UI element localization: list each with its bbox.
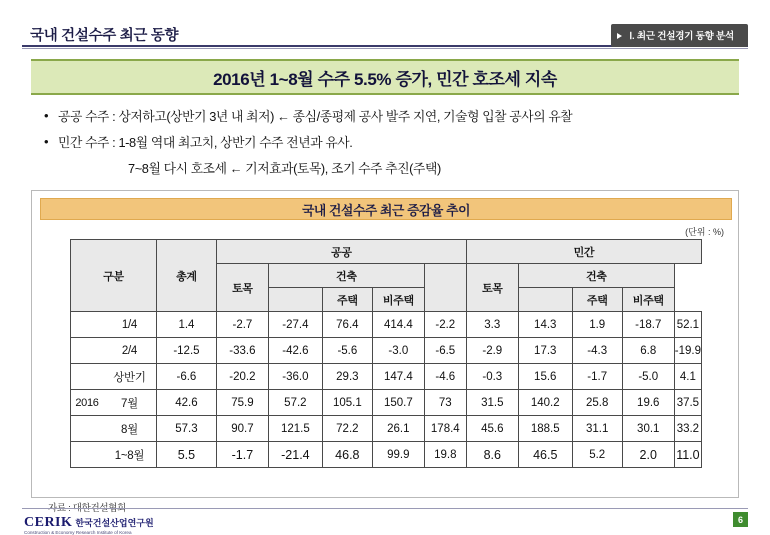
table-card-title-label: 국내 건설수주 최근 증감율 추이 xyxy=(301,202,471,218)
th-public-housing: 주택 xyxy=(322,288,372,312)
cell: 1.9 xyxy=(572,312,622,338)
cell: -27.4 xyxy=(268,312,322,338)
cell: 57.2 xyxy=(268,390,322,416)
cell: 72.2 xyxy=(322,416,372,442)
cell: 33.2 xyxy=(674,416,701,442)
th-public: 공공 xyxy=(216,240,466,264)
cell: -4.3 xyxy=(572,338,622,364)
table-row xyxy=(71,364,702,390)
cell: 17.3 xyxy=(518,338,572,364)
unit-label: (단위 : %) xyxy=(685,227,724,237)
cell: 30.1 xyxy=(622,416,674,442)
cell: -6.5 xyxy=(424,338,466,364)
cell: -2.7 xyxy=(216,312,268,338)
cell: 5.5 xyxy=(156,442,216,468)
cell: 75.9 xyxy=(216,390,268,416)
year-cell-blank xyxy=(71,312,103,337)
cell: 26.1 xyxy=(372,416,424,442)
cell: 90.7 xyxy=(216,416,268,442)
cell: 25.8 xyxy=(572,390,622,416)
cell: -0.3 xyxy=(466,364,518,390)
cell: -33.6 xyxy=(216,338,268,364)
bullet-list xyxy=(44,107,744,178)
cell: 147.4 xyxy=(372,364,424,390)
cell: -21.4 xyxy=(268,442,322,468)
cell: 5.2 xyxy=(572,442,622,468)
th-group-label: 구분 xyxy=(71,240,157,312)
cell: -1.7 xyxy=(216,442,268,468)
row-label-text: 2/4 xyxy=(121,344,138,357)
th-public-building-total xyxy=(268,288,322,312)
cell: 52.1 xyxy=(674,312,701,338)
row-label xyxy=(71,312,157,338)
table-card xyxy=(31,190,739,498)
year-cell-blank xyxy=(71,416,103,441)
cell: 4.1 xyxy=(674,364,701,390)
table-row xyxy=(71,390,702,416)
table-row xyxy=(71,312,702,338)
bullet-icon: • xyxy=(44,108,49,123)
table-card-title xyxy=(40,198,732,220)
cell: 105.1 xyxy=(322,390,372,416)
year-cell-blank xyxy=(71,442,103,467)
cell: 99.9 xyxy=(372,442,424,468)
cell: -1.7 xyxy=(572,364,622,390)
cell: 76.4 xyxy=(322,312,372,338)
construction-orders-table xyxy=(70,239,702,468)
row-label xyxy=(71,442,157,468)
cell: -2.9 xyxy=(466,338,518,364)
cell: 150.7 xyxy=(372,390,424,416)
cell: 45.6 xyxy=(466,416,518,442)
cell: 57.3 xyxy=(156,416,216,442)
page-title: 국내 건설수주 최근 동향 xyxy=(30,28,179,44)
cell: 8.6 xyxy=(466,442,518,468)
bullet-text: 민간 수주 : 1-8월 역대 최고치, 상반기 수주 전년과 유사. xyxy=(58,135,353,150)
cell: -19.9 xyxy=(674,338,701,364)
cell: -18.7 xyxy=(622,312,674,338)
cell: 19.6 xyxy=(622,390,674,416)
triangle-icon xyxy=(617,33,622,39)
row-label xyxy=(71,416,157,442)
table-header-row-1 xyxy=(71,240,702,264)
section-tag-label: Ⅰ. 최근 건설경기 동향 분석 xyxy=(629,31,734,42)
source-note xyxy=(48,500,126,514)
cell: 19.8 xyxy=(424,442,466,468)
table-body xyxy=(71,312,702,468)
table-header xyxy=(71,240,702,312)
title-banner xyxy=(31,59,739,95)
cell: -20.2 xyxy=(216,364,268,390)
th-private-civil: 토목 xyxy=(466,264,518,312)
bullet-icon: • xyxy=(44,134,49,149)
row-label-text: 8월 xyxy=(121,423,138,436)
footer-divider xyxy=(22,508,748,509)
row-label xyxy=(71,338,157,364)
logo-acronym: CERIK xyxy=(24,515,73,530)
cell: 31.5 xyxy=(466,390,518,416)
cell: 11.0 xyxy=(674,442,701,468)
row-label-text: 상반기 xyxy=(113,371,146,384)
page-number-badge: 6 xyxy=(733,512,748,527)
cell: 29.3 xyxy=(322,364,372,390)
cell: 414.4 xyxy=(372,312,424,338)
th-total: 총계 xyxy=(156,240,216,312)
row-label xyxy=(71,390,157,416)
table-row xyxy=(71,416,702,442)
list-item xyxy=(44,107,744,126)
th-private-building: 건축 xyxy=(518,264,674,288)
title-banner-label: 2016년 1~8월 수주 5.5% 증가, 민간 호조세 지속 xyxy=(213,69,557,89)
cell: 121.5 xyxy=(268,416,322,442)
logo-korean-name: 한국건설산업연구원 xyxy=(75,518,154,528)
cell: -4.6 xyxy=(424,364,466,390)
bullet-text: 공공 수주 : 상저하고(상반기 3년 내 최저) ← 종심/종평제 공사 발주 지연, 기술형 입찰 공사의 유찰 xyxy=(58,109,573,124)
cell: 3.3 xyxy=(466,312,518,338)
year-cell-blank xyxy=(71,338,103,363)
row-label-text: 1~8월 xyxy=(114,449,145,462)
cell: 46.5 xyxy=(518,442,572,468)
cell: -42.6 xyxy=(268,338,322,364)
year-cell-blank xyxy=(71,364,103,389)
cell: 42.6 xyxy=(156,390,216,416)
cell: -12.5 xyxy=(156,338,216,364)
header-divider-thin xyxy=(22,48,748,49)
th-private: 민간 xyxy=(466,240,701,264)
bullet-subtext: 7~8월 다시 호조세 ← 기저효과(토목), 조기 수주 추진(주택) xyxy=(128,161,441,176)
cell: 6.8 xyxy=(622,338,674,364)
th-public-nonhousing: 비주택 xyxy=(372,288,424,312)
table-row xyxy=(71,338,702,364)
list-item xyxy=(44,133,744,152)
row-label-text: 7월 xyxy=(121,397,138,410)
cell: 37.5 xyxy=(674,390,701,416)
cell: -2.2 xyxy=(424,312,466,338)
cell: 1.4 xyxy=(156,312,216,338)
logo-english-name: Construction & Economy Research Institute of Korea xyxy=(24,530,132,535)
cell: -5.0 xyxy=(622,364,674,390)
section-tag xyxy=(611,24,748,47)
cell: -3.0 xyxy=(372,338,424,364)
th-private-nonhousing: 비주택 xyxy=(622,288,674,312)
institute-logo xyxy=(24,513,154,535)
cell: 2.0 xyxy=(622,442,674,468)
cell: 31.1 xyxy=(572,416,622,442)
cell: -6.6 xyxy=(156,364,216,390)
th-public-subtotal xyxy=(424,264,466,312)
row-label-text: 1/4 xyxy=(121,318,138,331)
cell: 14.3 xyxy=(518,312,572,338)
th-public-building: 건축 xyxy=(268,264,424,288)
th-public-civil: 토목 xyxy=(216,264,268,312)
slide-header xyxy=(0,0,770,52)
th-private-building-total xyxy=(518,288,572,312)
cell: 73 xyxy=(424,390,466,416)
cell: 140.2 xyxy=(518,390,572,416)
cell: -36.0 xyxy=(268,364,322,390)
cell: 15.6 xyxy=(518,364,572,390)
cell: -5.6 xyxy=(322,338,372,364)
cell: 188.5 xyxy=(518,416,572,442)
table-row xyxy=(71,442,702,468)
th-private-housing: 주택 xyxy=(572,288,622,312)
cell: 46.8 xyxy=(322,442,372,468)
cell: 178.4 xyxy=(424,416,466,442)
year-label: 2016 xyxy=(75,396,99,409)
row-label xyxy=(71,364,157,390)
